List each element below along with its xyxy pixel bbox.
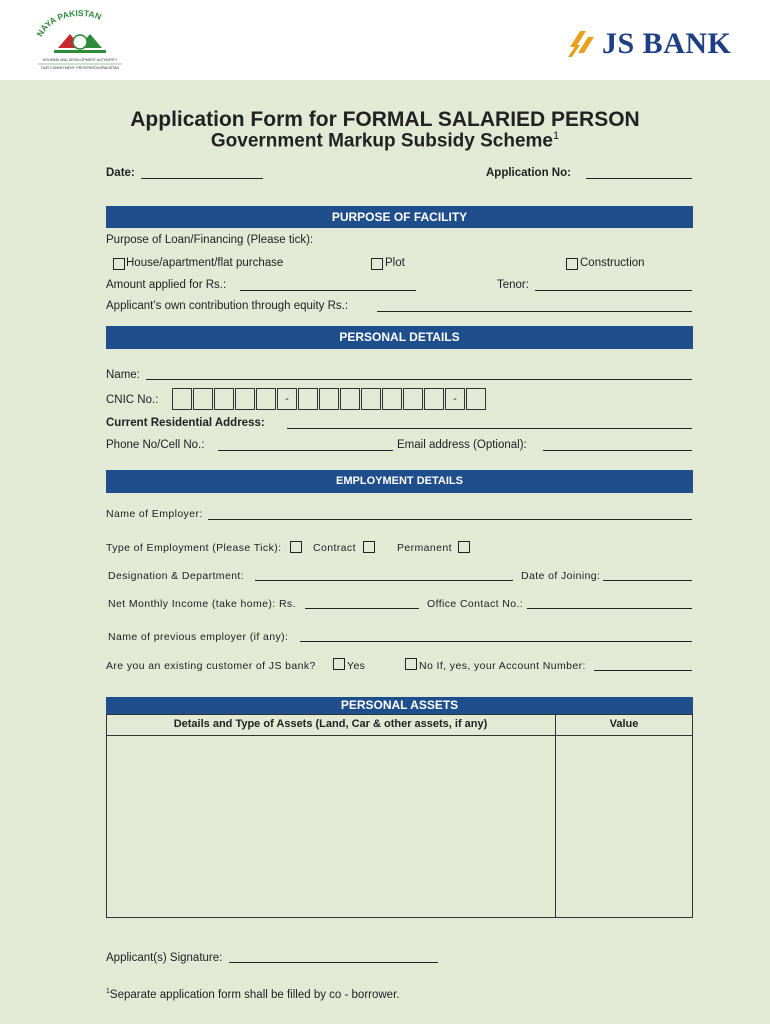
plot-checkbox[interactable] [371, 258, 383, 270]
cnic-digit[interactable] [214, 388, 234, 410]
plot-option-label: Plot [385, 257, 405, 269]
assets-value-cell[interactable] [556, 736, 692, 917]
permanent-checkbox[interactable] [458, 541, 470, 553]
construction-checkbox[interactable] [566, 258, 578, 270]
permanent-label: Permanent [397, 542, 452, 554]
existing-yes-checkbox[interactable] [333, 658, 345, 670]
address-label: Current Residential Address: [106, 417, 265, 429]
cnic-digit[interactable] [298, 388, 318, 410]
contract-checkbox[interactable] [363, 541, 375, 553]
cnic-separator: - [277, 388, 297, 410]
amount-label: Amount applied for Rs.: [106, 279, 227, 291]
phone-field[interactable] [218, 450, 393, 451]
tenor-field[interactable] [535, 290, 692, 291]
joining-date-label: Date of Joining: [521, 570, 601, 582]
construction-option-label: Construction [580, 257, 645, 269]
cnic-digit[interactable] [235, 388, 255, 410]
designation-field[interactable] [255, 580, 513, 581]
house-checkbox[interactable] [113, 258, 125, 270]
existing-customer-label: Are you an existing customer of JS bank? [106, 660, 316, 672]
cnic-digit[interactable] [361, 388, 381, 410]
purpose-question: Purpose of Loan/Financing (Please tick): [106, 234, 314, 246]
cnic-digit[interactable] [193, 388, 213, 410]
previous-employer-label: Name of previous employer (if any): [108, 631, 289, 643]
name-field[interactable] [146, 379, 692, 380]
cnic-digit[interactable] [340, 388, 360, 410]
email-field[interactable] [543, 450, 692, 451]
cnic-digit[interactable] [424, 388, 444, 410]
assets-value-column-header: Value [609, 718, 639, 730]
assets-heading: PERSONAL ASSETS [106, 697, 693, 714]
form-title: Application Form for FORMAL SALARIED PERSON [130, 108, 640, 131]
account-number-field[interactable] [594, 670, 692, 671]
address-field[interactable] [287, 428, 692, 429]
application-no-field[interactable] [586, 178, 692, 179]
purpose-heading: PURPOSE OF FACILITY [106, 206, 693, 228]
yes-label: Yes [347, 660, 366, 672]
tenor-label: Tenor: [497, 279, 529, 291]
contract-label: Contract [313, 542, 356, 554]
signature-label: Applicant(s) Signature: [106, 952, 223, 964]
name-label: Name: [106, 369, 140, 381]
assets-details-column-header: Details and Type of Assets (Land, Car & other assets, if any) [173, 718, 488, 730]
employment-type-checkbox[interactable] [290, 541, 302, 553]
cnic-digit[interactable] [466, 388, 486, 410]
cnic-digit[interactable] [172, 388, 192, 410]
previous-employer-field[interactable] [300, 641, 692, 642]
income-label: Net Monthly Income (take home): Rs. [108, 598, 296, 610]
employment-heading: EMPLOYMENT DETAILS [106, 470, 693, 493]
no-account-label: No If, yes, your Account Number: [419, 660, 586, 672]
svg-text:HOUSING AND DEVELOPMENT AUTHOR: HOUSING AND DEVELOPMENT AUTHORITY [42, 58, 118, 62]
date-field[interactable] [141, 178, 263, 179]
js-bank-wordmark: JS BANK [602, 27, 732, 60]
cnic-input[interactable] [172, 388, 487, 410]
house-option-label: House/apartment/flat purchase [126, 257, 284, 269]
js-bank-emblem-icon [566, 27, 598, 61]
office-contact-field[interactable] [527, 608, 692, 609]
assets-details-cell[interactable] [107, 736, 554, 917]
footnote: $^1$Separate application form shall be filled by co - borrower. [106, 988, 400, 1001]
employer-label: Name of Employer: [106, 508, 203, 520]
phone-label: Phone No/Cell No.: [106, 439, 205, 451]
email-label: Email address (Optional): [397, 439, 527, 451]
joining-date-field[interactable] [603, 580, 692, 581]
personal-heading: PERSONAL DETAILS [106, 326, 693, 349]
office-contact-label: Office Contact No.: [427, 598, 524, 610]
cnic-digit[interactable] [403, 388, 423, 410]
designation-label: Designation & Department: [108, 570, 245, 582]
application-no-label: Application No: [486, 167, 571, 179]
svg-text:OUR COMMITMENT: PROSPEROUSPAKI: OUR COMMITMENT: PROSPEROUSPAKISTAN [41, 66, 119, 70]
amount-field[interactable] [240, 290, 416, 291]
employer-field[interactable] [208, 519, 692, 520]
js-bank-logo [566, 24, 731, 64]
cnic-separator: - [445, 388, 465, 410]
form-subtitle: Government Markup Subsidy Scheme$^1$ [210, 130, 560, 152]
naya-pakistan-logo [30, 6, 130, 74]
existing-no-checkbox[interactable] [405, 658, 417, 670]
date-label: Date: [106, 167, 135, 179]
contribution-field[interactable] [377, 311, 692, 312]
contribution-label: Applicant’s own contribution through equity Rs.: [106, 300, 349, 312]
cnic-label: CNIC No.: [106, 394, 159, 406]
cnic-digit[interactable] [319, 388, 339, 410]
employment-type-label: Type of Employment (Please Tick): [106, 542, 282, 554]
svg-text:NAYA PAKISTAN: NAYA PAKISTAN [34, 7, 103, 39]
income-field[interactable] [305, 608, 419, 609]
cnic-digit[interactable] [382, 388, 402, 410]
cnic-digit[interactable] [256, 388, 276, 410]
signature-field[interactable] [229, 962, 438, 963]
